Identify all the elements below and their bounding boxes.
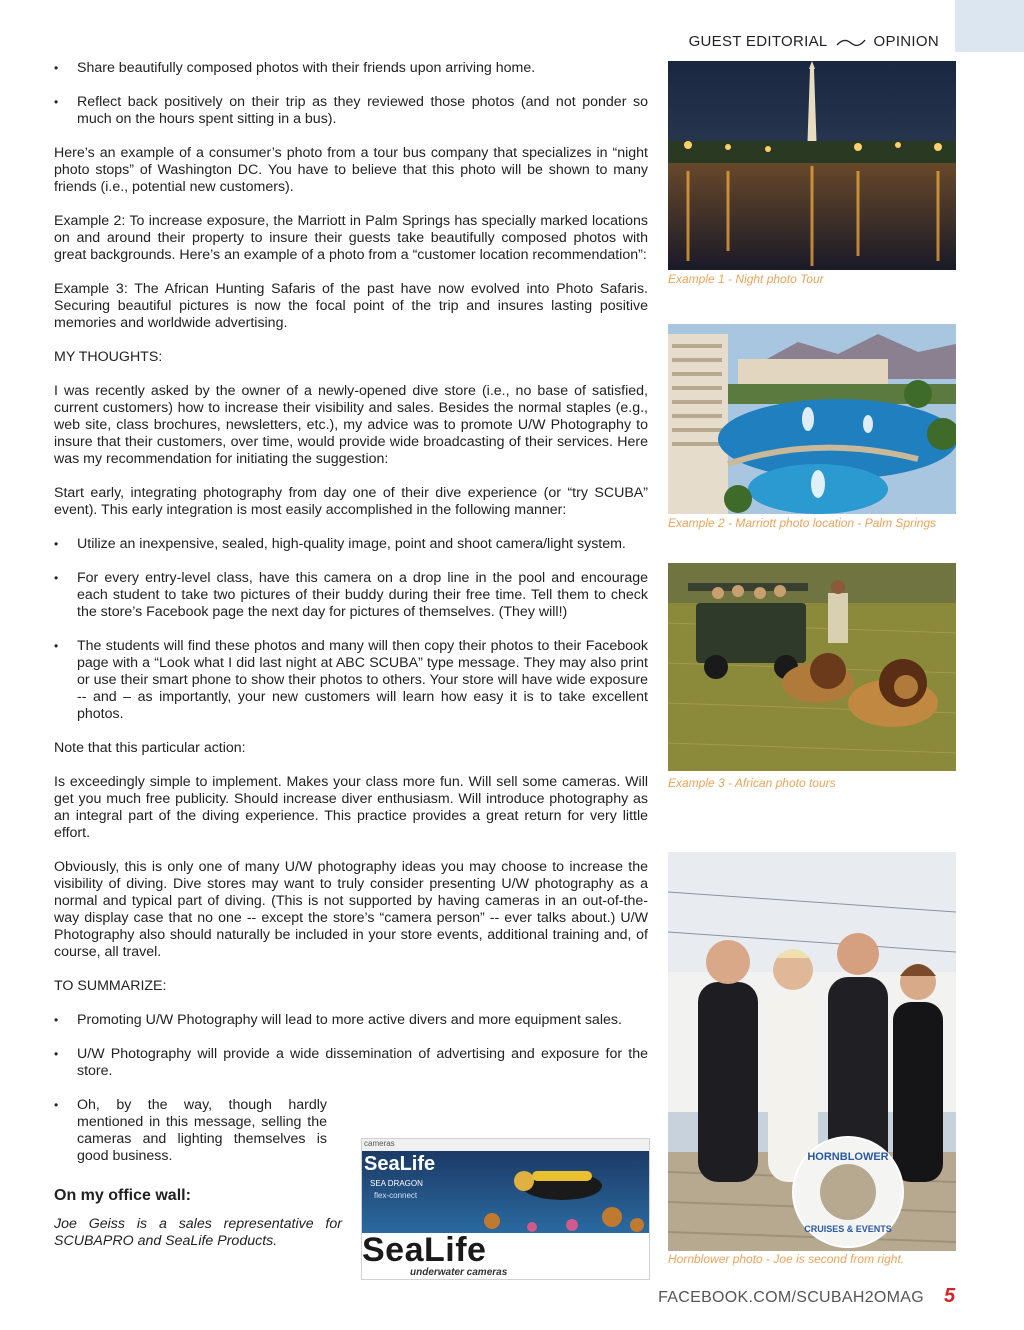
diver-illustration [472,1151,649,1233]
paragraph: Obviously, this is only one of many U/W photography ideas you may choose to increase the visibility of diving. Dive stores may want to truly consider presenting U/W photography as a normal and typical part of diving. (This is not supported by having cameras in an out-of-the-way display case that no one -- except the store’s “camera person” -- ever talks about.) U/W Photography also should naturally be included in your store events, additional training and, of course, all travel. [54,859,648,960]
caption-example-2: Example 2 - Marriott photo location - Palm Springs [668,516,937,530]
photo-african-safari [668,563,956,771]
sealife-dragon: SEA DRAGON [370,1179,423,1188]
paragraph: Is exceedingly simple to implement. Makes your class more fun. Will sell some cameras. Will get you much free publicity. Should increase diver enthusiasm. Will introduce photography as an integral part of the diving experience. This practice provides a great return for very little effort. [54,774,648,841]
lifering-top-text: HORNBLOWER [807,1151,889,1163]
paragraph: Example 3: The African Hunting Safaris of the past have now evolved into Photo Safaris. Securing beautiful pictures is now the focal point of the trip and insures lasting positive memories and worldwide advertising. [54,281,648,331]
list-item: • Share beautifully composed photos with their friends upon arriving home. [54,60,648,77]
bullet-list-mid [54,536,648,723]
article-body [54,60,648,1250]
header-guest-editorial: GUEST EDITORIAL [688,33,828,50]
lifering-bottom-text: CRUISES & EVENTS [804,1224,892,1234]
footer-url: FACEBOOK.COM/SCUBAH2OMAG [658,1289,924,1306]
section-heading-summary: TO SUMMARIZE: [54,978,167,994]
paragraph: Note that this particular action: [54,740,246,756]
author-bio: Joe Geiss is a sales representative for SCUBAPRO and SeaLife Products. [54,1216,342,1249]
list-item: • Utilize an inexpensive, sealed, high-quality image, point and shoot camera/light system. [54,536,648,553]
caption-hornblower: Hornblower photo - Joe is second from right. [668,1252,905,1266]
paragraph: Example 2: To increase exposure, the Marriott in Palm Springs has specially marked locations on and around their property to insure their guests take beautifully composed photos with great backgrounds. Here’s an example of a photo from a “customer location recommendation”: [54,213,648,263]
caption-example-3: Example 3 - African photo tours [668,776,836,790]
paragraph: I was recently asked by the owner of a newly-opened dive store (i.e., no base of satisfied, current customers) how to increase their visibility and sales. Besides the normal staples (e.g., web site, class brochures, newsletters, etc.), my advice was to promote U/W Photography to insure that their customers, over time, would provide wide broadcasting of their services. Here was my recommendation for initiating the suggestion: [54,383,648,467]
sealife-flex: flex-connect [374,1191,418,1200]
caption-example-1: Example 1 - Night photo Tour [668,272,824,286]
page-number: 5 [944,1285,956,1307]
section-header [689,33,939,50]
bullet-list-top [54,60,648,128]
swoosh-icon [836,36,866,48]
list-item: • The students will find these photos and many will then copy their photos to their Facebook page with a “Look what I did last night at ABC SCUBA” type message. They may also print or use their smart phone to show their photos to others. Your store will have wide exposure -- and – as importantly, your new customers will learn how easy it is to take excellent photos. [54,638,648,723]
paragraph: Start early, integrating photography from day one of their dive experience (or “try SCUBA” event). This early integration is most easily accomplished in the following manner: [54,485,648,518]
sealife-nav-text: cameras [364,1139,395,1148]
paragraph: Here’s an example of a consumer’s photo from a tour bus company that specializes in “night photo stops” of Washington DC. You have to believe that this photo will be shown to many friends (i.e., potential new customers). [54,145,648,195]
sealife-logo: SeaLife [364,1153,436,1175]
header-opinion: OPINION [873,33,939,50]
list-item: • Reflect back positively on their trip as they reviewed those photos (and not ponder so much on the hours spent sitting in a bus). [54,94,648,128]
list-item: • Oh, by the way, though hardly mentioned in this message, selling the cameras and lighting themselves is good business. [54,1097,327,1165]
photo-marriott-palm-springs [668,324,956,514]
sealife-tagline: underwater cameras [410,1267,508,1278]
bio-title: On my office wall: [54,1187,191,1204]
photo-washington-night [668,61,956,270]
list-item: • U/W Photography will provide a wide dissemination of advertising and exposure for the store. [54,1046,648,1080]
list-item: • Promoting U/W Photography will lead to more active divers and more equipment sales. [54,1012,648,1029]
photo-hornblower-group [668,852,956,1251]
corner-tab [955,0,1024,52]
sealife-ad [361,1138,650,1280]
list-item: • For every entry-level class, have this camera on a drop line in the pool and encourage each student to take two pictures of their buddy during their free time. Tell them to check the store’s Facebook page the next day for pictures of themselves. (They will!) [54,570,648,621]
sealife-logo-big: SeaLife [362,1231,487,1269]
section-heading-thoughts: MY THOUGHTS: [54,349,163,365]
